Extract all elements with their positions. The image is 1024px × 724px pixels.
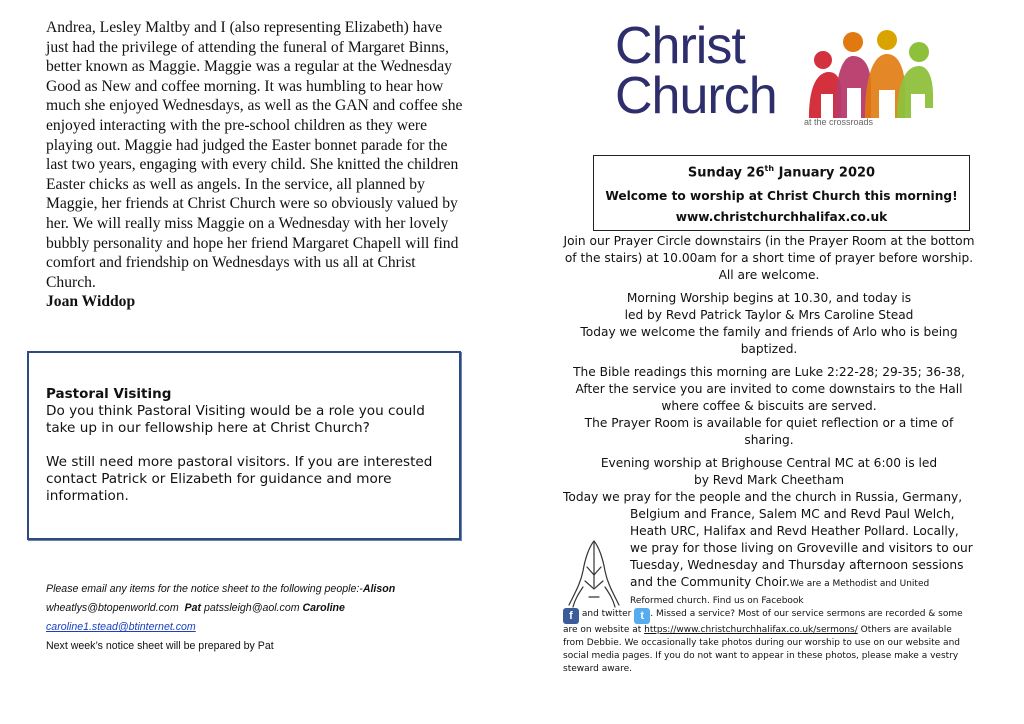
evening-worship-line: by Revd Mark Cheetham (693, 473, 845, 487)
baptism-notice: Today we welcome the family and friends of Arlo who is being baptized. (580, 325, 958, 356)
welcome-message: Welcome to worship at Christ Church this morning! (605, 189, 958, 204)
date-month-year: January 2020 (774, 165, 876, 181)
readings-notice: The Bible readings this morning are Luke 2:22-28; 29-35; 36-38, (573, 365, 965, 379)
logo-tagline: at the crossroads (804, 117, 874, 127)
contact-email[interactable]: patssleigh@aol.com (204, 602, 300, 614)
date-day: Sunday 26 (687, 165, 765, 181)
prayer-list-text: Belgium and France, Salem MC and Revd Paul Welch, Heath URC, Halifax and Revd Heather Pollard. Locally, we pray for those living on Groveville and visitors to our Tuesday, Wednesday and Thursday afternoon sessions and the Community Choir. (630, 507, 973, 589)
contact-name: Pat (184, 602, 202, 614)
praying-hands-icon (565, 537, 623, 609)
pastoral-title: Pastoral Visiting (46, 386, 172, 402)
logo-word-christ: Christ (615, 17, 745, 75)
christ-church-logo (615, 17, 935, 132)
facebook-icon[interactable]: f (563, 608, 579, 624)
methodist-text: We are a Methodist and United Reformed church. Find us on Facebook (630, 579, 930, 606)
contact-name: Alison (362, 583, 396, 595)
photos-note: We occasionally take photos during our worship to use on our website and social media pages. If you do not want to appear in these photos, please make a vestry steward aware. (563, 638, 960, 674)
contact-email[interactable]: wheatlys@btopenworld.com (46, 602, 179, 614)
next-week-note: Next week’s notice sheet will be prepared by Pat (46, 640, 274, 652)
welcome-box (593, 155, 970, 231)
website-link[interactable]: www.christchurchhalifax.co.uk (675, 210, 888, 225)
pastoral-visiting-box (27, 351, 461, 540)
pastoral-paragraph: Do you think Pastoral Visiting would be a role you could take up in our fellowship here at Christ Church? (46, 403, 425, 436)
contacts-line (46, 580, 486, 599)
contact-name: Caroline (302, 602, 345, 614)
evening-worship-line: Evening worship at Brighouse Central MC at 6:00 is led (600, 456, 938, 470)
pastoral-body (46, 403, 456, 505)
prayer-list (563, 506, 975, 608)
sermons-link[interactable]: https://www.christchurchhalifax.co.uk/sermons/ (644, 625, 858, 635)
contacts-line (46, 618, 486, 637)
contacts-section (46, 580, 486, 656)
date-suffix: th (764, 164, 775, 173)
people-logo-icon (805, 28, 935, 123)
contacts-line (46, 599, 486, 618)
footer-notes (563, 608, 975, 676)
morning-worship-line: Morning Worship begins at 10.30, and today is (626, 291, 912, 305)
tribute-article (46, 18, 466, 312)
contacts-intro: Please email any items for the notice sheet to the following people:- (46, 583, 363, 595)
missed-service-text: . Missed a service? Most of our service sermons are recorded & some are on website at (563, 609, 963, 635)
prayer-circle-notice: Join our Prayer Circle downstairs (in the Prayer Room at the bottom of the stairs) at 10.00am for a short time of prayer before worship. All are welcome. (563, 234, 975, 282)
twitter-text: and twitter (579, 609, 632, 619)
tribute-author: Joan Widdop (46, 293, 136, 311)
pastoral-paragraph: We still need more pastoral visitors. If you are interested contact Patrick or Elizabeth for guidance and more information. (46, 454, 433, 504)
tribute-text: Andrea, Lesley Maltby and I (also representing Elizabeth) have just had the privilege of attending the funeral of Margaret Binns, better known as Maggie. Maggie was a regular at the Wednesday Good as New and coffee morning. It was humbling to hear how much she enjoyed Wednesdays, as well as the GAN and coffee she enjoyed interacting with the pre-school children as they were playing out. Maggie had judged the Easter bonnet parade for the last two years, engaging with every child. She knitted the children Easter chicks as well as angels. In the service, all planned by Maggie, her friends at Christ Church were so obviously valued by her. We will really miss Maggie on a Wednesday with her lovely bubbly personality and hope her friend Margaret Chapell will find comfort and friendship on Wednesdays with us all at Christ Church. (46, 19, 463, 291)
twitter-icon[interactable]: t (634, 608, 650, 624)
notices (563, 233, 975, 676)
service-date (594, 164, 969, 180)
prayer-intro: Today we pray for the people and the church in Russia, Germany, (563, 490, 963, 504)
logo-word-church: Church (615, 67, 777, 125)
after-service-notice: After the service you are invited to come downstairs to the Hall where coffee & biscuits are served. (575, 382, 963, 413)
morning-worship-line: led by Revd Patrick Taylor & Mrs Caroline Stead (624, 308, 914, 322)
others-text: Others are available from Debbie. (563, 625, 952, 648)
contact-email-link[interactable]: caroline1.stead@btinternet.com (46, 621, 196, 633)
prayer-room-notice: The Prayer Room is available for quiet reflection or a time of sharing. (584, 416, 954, 447)
prayer-section (563, 489, 975, 608)
